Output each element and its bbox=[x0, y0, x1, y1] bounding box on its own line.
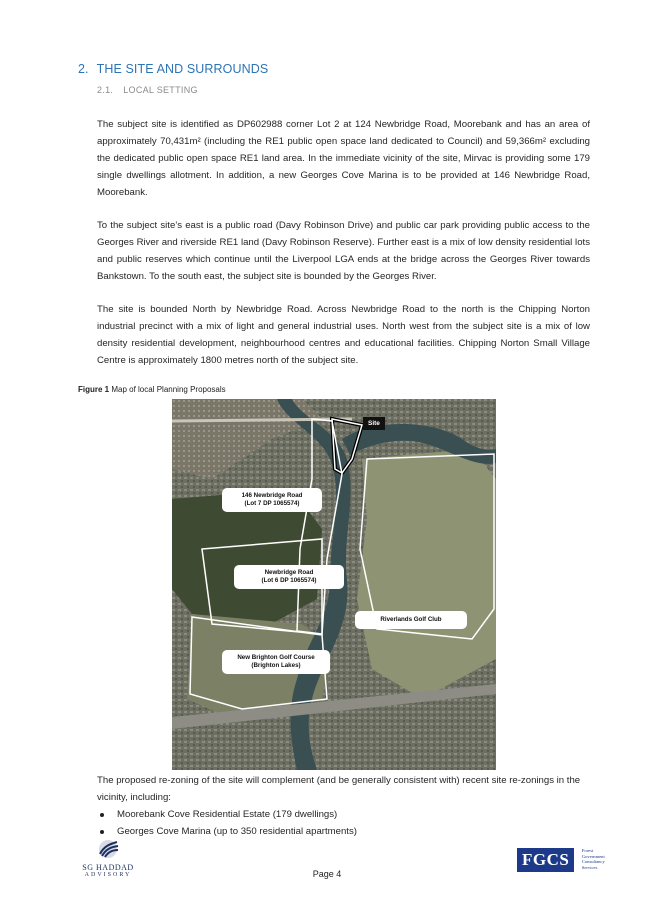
subsection-heading bbox=[97, 85, 198, 95]
section-number: 2. bbox=[78, 62, 89, 76]
page-number: Page 4 bbox=[312, 869, 342, 879]
fgcs-word: Consultancy bbox=[581, 859, 605, 865]
golf-club-area bbox=[357, 449, 496, 699]
rezoning-list bbox=[97, 806, 590, 840]
bullet-icon bbox=[100, 813, 104, 817]
rezoning-paragraph: The proposed re-zoning of the site will complement (and be generally consistent with) recent site re-zonings in the vicinity, including: bbox=[97, 775, 581, 803]
section-title: THE SITE AND SURROUNDS bbox=[96, 62, 269, 76]
fgcs-logo-text: FGCS bbox=[517, 848, 574, 872]
label-146-newbridge-line1: 146 Newbridge Road bbox=[241, 492, 303, 499]
sg-haddad-text: SG HADDAD bbox=[82, 863, 134, 872]
subsection-title: LOCAL SETTING bbox=[123, 85, 198, 95]
fgcs-word: Forest bbox=[581, 848, 594, 853]
list-item bbox=[97, 823, 590, 840]
fgcs-logo-words bbox=[582, 848, 605, 870]
figure-caption bbox=[78, 385, 226, 394]
list-item bbox=[97, 806, 590, 823]
paragraph-east: To the subject site’s east is a public road (Davy Robinson Drive) and public car park providing public access to the Georges River and riverside RE1 land (Davy Robinson Reserve). Further east is a mix of low density residential lots and public reserves which continue until the Liverpool LGA ends at the bridge across the Georges River towards Bankstown. To the south east, the subject site is bounded by the Georges River. bbox=[97, 220, 590, 282]
label-146-newbridge-line2: (Lot 7 DP 1065574) bbox=[244, 500, 300, 507]
fgcs-logo bbox=[517, 848, 605, 872]
sg-haddad-emblem-icon bbox=[96, 838, 120, 858]
fgcs-word: Government bbox=[581, 853, 605, 859]
label-new-brighton-line1: New Brighton Golf Course bbox=[237, 654, 315, 661]
advisory-text: ADVISORY bbox=[84, 872, 132, 878]
figure-caption-text: Map of local Planning Proposals bbox=[109, 385, 226, 394]
subsection-number: 2.1. bbox=[97, 85, 114, 95]
list-item-text: Moorebank Cove Residential Estate (179 dwellings) bbox=[117, 809, 338, 820]
aerial-map bbox=[172, 399, 496, 770]
label-new-brighton-line2: (Brighton Lakes) bbox=[251, 662, 301, 669]
figure-label: Figure 1 bbox=[78, 385, 110, 394]
label-newbridge-road-line2: (Lot 6 DP 1065574) bbox=[261, 577, 317, 584]
bullet-icon bbox=[100, 830, 104, 834]
fgcs-word: Services bbox=[581, 864, 598, 870]
label-146-newbridge bbox=[222, 488, 322, 512]
label-site: Site bbox=[363, 417, 385, 430]
paragraph-north: The site is bounded North by Newbridge Road. Across Newbridge Road to the north is the Chipping Norton industrial precinct with a mix of light and general industrial uses. North west from the subject site is a mix of low density residential development, neighbourhood centres and educational facilities. Chipping Norton Small Village Centre is approximately 1800 metres north of the subject site. bbox=[97, 304, 590, 366]
label-newbridge-road bbox=[234, 565, 344, 589]
section-heading bbox=[78, 62, 268, 76]
label-riverlands-text: Riverlands Golf Club bbox=[380, 616, 442, 623]
label-newbridge-road-line1: Newbridge Road bbox=[264, 569, 314, 576]
label-new-brighton bbox=[222, 650, 330, 674]
label-riverlands-golf-club bbox=[355, 611, 467, 629]
paragraph-site-description: The subject site is identified as DP602988 corner Lot 2 at 124 Newbridge Road, Moorebank and has an area of approximately 70,431m² (including the RE1 public open space land dedicated to Council) and 59,366m² excluding the dedicated public open space RE1 land area. In the immediate vicinity of the site, Mirvac is providing some 179 single dwellings allotment. In addition, a new Georges Cove Marina is to be provided at 146 Newbridge Road, Moorebank. bbox=[97, 119, 590, 198]
list-item-text: Georges Cove Marina (up to 350 residential apartments) bbox=[117, 826, 357, 837]
sg-haddad-logo bbox=[76, 838, 140, 878]
